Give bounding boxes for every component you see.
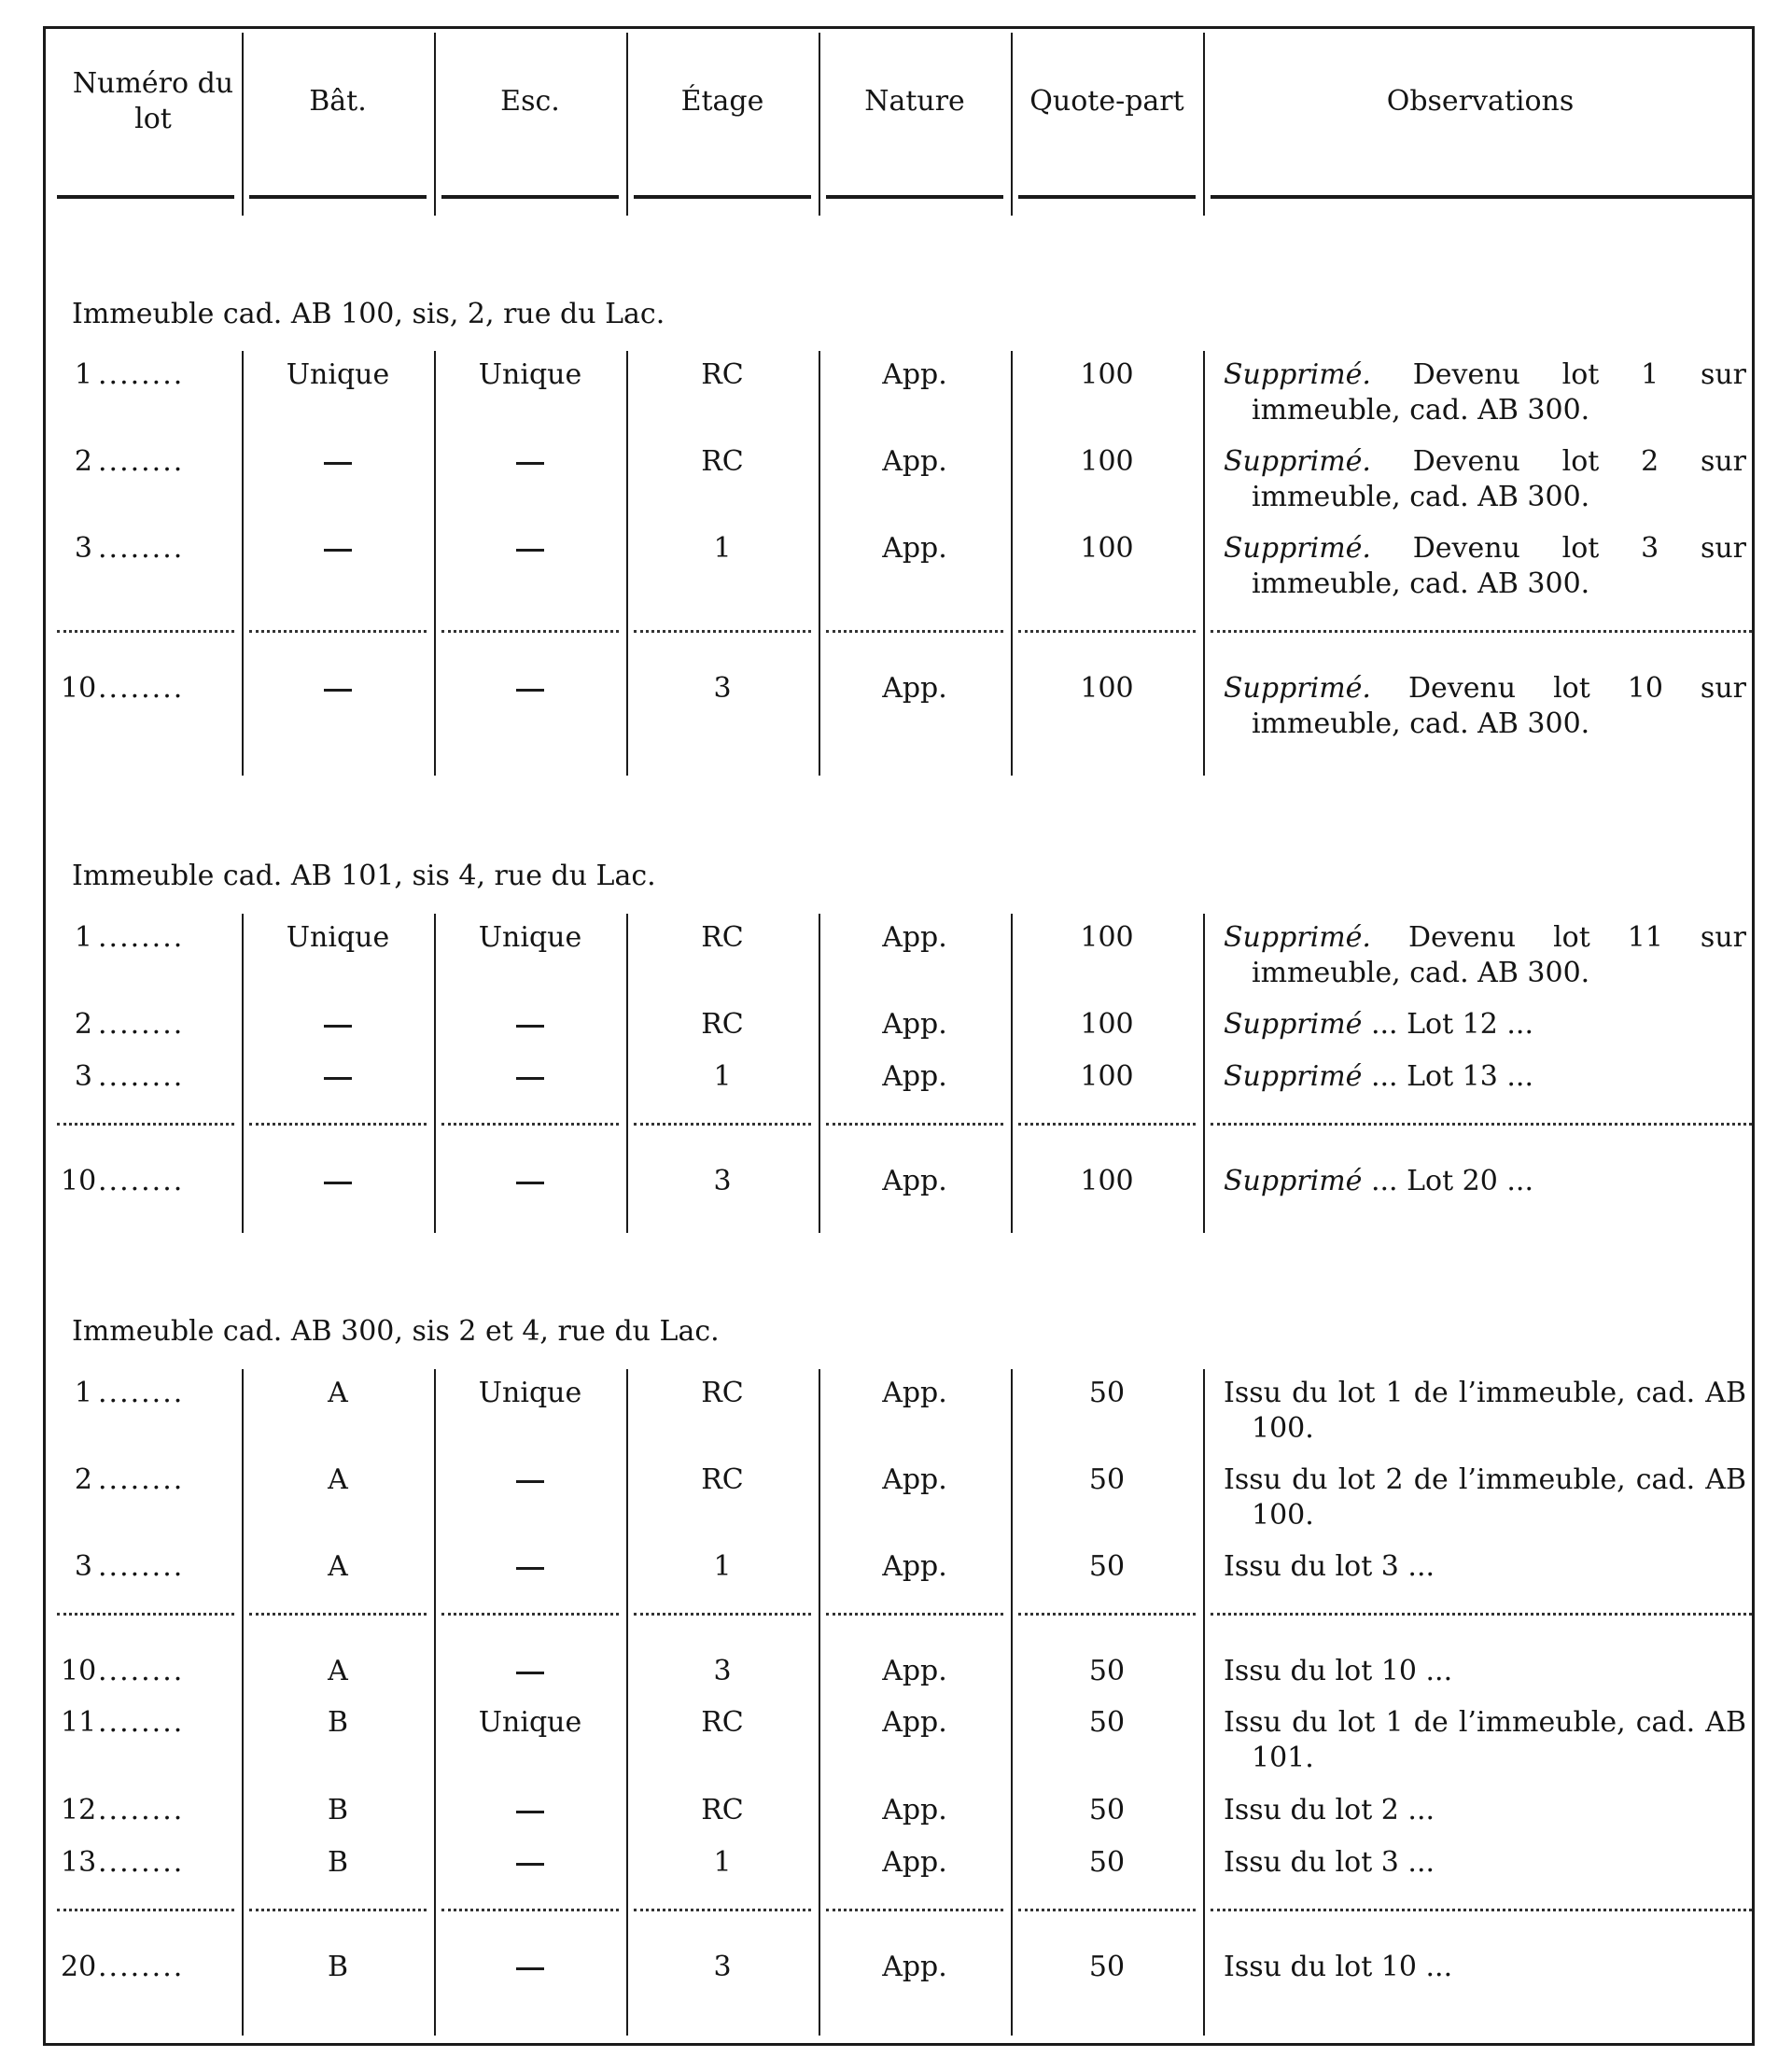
- ditto-dash: [516, 462, 544, 465]
- header-rule-bat: [249, 195, 427, 199]
- cell-bat: [242, 1059, 434, 1095]
- cell-esc: [434, 1164, 626, 1199]
- cell-bat: [242, 1007, 434, 1042]
- cell-observations: Supprimé. Devenu lot 10 sur immeuble, cad. AB 300.: [1224, 672, 1746, 740]
- cell-bat: B: [327, 1706, 349, 1739]
- cell-etage: RC: [701, 1008, 744, 1041]
- dotted-separator: [634, 1909, 811, 1911]
- cell-nature: App.: [882, 1951, 947, 1983]
- leader-dots: ........: [98, 532, 185, 565]
- header-lot: Numéro du lot: [72, 67, 234, 135]
- cell-etage: RC: [701, 1463, 744, 1496]
- cell-nature: App.: [882, 1794, 947, 1826]
- dotted-separator: [441, 1909, 619, 1911]
- lot-number: [61, 1845, 184, 1881]
- dotted-separator: [826, 630, 1003, 633]
- cell-nature: App.: [882, 1463, 947, 1496]
- leader-dots: ........: [98, 1706, 185, 1739]
- dotted-separator: [1211, 1123, 1752, 1126]
- cell-esc: Unique: [478, 921, 582, 954]
- cell-observations: Issu du lot 10 ...: [1224, 1951, 1453, 1983]
- header-bat: Bât.: [309, 85, 367, 118]
- dotted-separator: [57, 1613, 234, 1616]
- dotted-separator: [826, 1909, 1003, 1911]
- lot-number-value: 1: [74, 921, 92, 954]
- lot-number-value: 10: [61, 1655, 97, 1687]
- leader-dots: ........: [98, 358, 185, 391]
- header-quote: Quote-part: [1029, 85, 1184, 118]
- lot-number: [61, 1950, 184, 1985]
- observation-emphasis: Supprimé.: [1224, 358, 1371, 391]
- cell-nature: App.: [882, 532, 947, 565]
- cell-esc: [434, 1549, 626, 1585]
- header-nature: Nature: [864, 85, 965, 118]
- lot-number: [61, 1164, 184, 1199]
- ditto-dash: [516, 1182, 544, 1184]
- section-title: Immeuble cad. AB 101, sis 4, rue du Lac.: [72, 860, 656, 892]
- cell-esc: Unique: [478, 358, 582, 391]
- leader-dots: ........: [98, 1165, 185, 1197]
- dotted-separator: [249, 1123, 427, 1126]
- leader-dots: ........: [98, 1794, 185, 1826]
- lot-number-value: 11: [61, 1706, 97, 1739]
- dotted-separator: [57, 1909, 234, 1911]
- lot-number: [61, 1705, 184, 1741]
- lot-number: [61, 531, 184, 567]
- cell-etage: RC: [701, 1794, 744, 1826]
- lot-number-value: 20: [61, 1951, 97, 1983]
- lot-number: [61, 1793, 184, 1828]
- header-column-divider: [1203, 33, 1205, 216]
- column-divider: [1203, 1369, 1205, 2036]
- column-divider: [1203, 351, 1205, 776]
- cell-nature: App.: [882, 1550, 947, 1583]
- cell-observations: Supprimé. Devenu lot 3 sur immeuble, cad. AB 300.: [1224, 532, 1746, 600]
- ditto-dash: [516, 1077, 544, 1080]
- ditto-dash: [324, 689, 352, 692]
- table-frame: [43, 26, 1755, 2046]
- header-column-divider: [434, 33, 436, 216]
- section-title: Immeuble cad. AB 100, sis, 2, rue du Lac.: [72, 298, 665, 330]
- header-rule-esc: [441, 195, 619, 199]
- cell-esc: [434, 1793, 626, 1828]
- cell-observations: Supprimé ... Lot 12 ...: [1224, 1008, 1533, 1041]
- dotted-separator: [249, 630, 427, 633]
- cell-etage: RC: [701, 1706, 744, 1739]
- cell-quote: 50: [1088, 1846, 1126, 1879]
- lot-number-value: 1: [74, 1377, 92, 1409]
- header-column-divider: [626, 33, 628, 216]
- ditto-dash: [516, 1480, 544, 1483]
- cell-esc: [434, 531, 626, 567]
- cell-bat: Unique: [286, 921, 390, 954]
- cell-etage: 1: [713, 1846, 732, 1879]
- cell-etage: RC: [701, 1377, 744, 1409]
- cell-nature: App.: [882, 358, 947, 391]
- cell-esc: [434, 1654, 626, 1689]
- lot-number-value: 3: [74, 1060, 92, 1093]
- cell-nature: App.: [882, 1165, 947, 1197]
- lot-number-value: 3: [74, 1550, 92, 1583]
- dotted-separator: [826, 1123, 1003, 1126]
- header-rule-quote: [1018, 195, 1196, 199]
- cell-etage: 1: [713, 1550, 732, 1583]
- observation-emphasis: Supprimé.: [1224, 672, 1371, 705]
- dotted-separator: [1211, 1613, 1752, 1616]
- dotted-separator: [634, 1613, 811, 1616]
- leader-dots: ........: [98, 1008, 185, 1041]
- cell-esc: [434, 1462, 626, 1498]
- cell-quote: 100: [1080, 445, 1134, 478]
- dotted-separator: [1018, 1613, 1196, 1616]
- header-rule-etage: [634, 195, 811, 199]
- dotted-separator: [441, 1613, 619, 1616]
- ditto-dash: [324, 1025, 352, 1028]
- dotted-separator: [634, 1123, 811, 1126]
- ditto-dash: [324, 549, 352, 552]
- cell-etage: 3: [713, 1165, 732, 1197]
- dotted-separator: [826, 1613, 1003, 1616]
- lot-number-value: 2: [74, 1463, 92, 1496]
- cell-observations: Issu du lot 2 de l’immeuble, cad. AB 100.: [1224, 1463, 1746, 1532]
- cell-observations: Issu du lot 3 ...: [1224, 1846, 1435, 1879]
- cell-nature: App.: [882, 445, 947, 478]
- cell-quote: 50: [1088, 1655, 1126, 1687]
- ditto-dash: [516, 549, 544, 552]
- cell-quote: 100: [1080, 532, 1134, 565]
- cell-bat: A: [328, 1463, 348, 1496]
- cell-bat: [242, 444, 434, 480]
- cell-bat: [242, 1164, 434, 1199]
- cell-etage: RC: [701, 445, 744, 478]
- cell-quote: 50: [1088, 1550, 1126, 1583]
- dotted-separator: [1211, 630, 1752, 633]
- leader-dots: ........: [98, 921, 185, 954]
- cell-nature: App.: [882, 1655, 947, 1687]
- ditto-dash: [516, 1025, 544, 1028]
- observation-emphasis: Supprimé.: [1224, 532, 1371, 565]
- header-observations: Observations: [1386, 85, 1575, 118]
- lot-number: [61, 1007, 184, 1042]
- dotted-separator: [1211, 1909, 1752, 1911]
- cell-nature: App.: [882, 1846, 947, 1879]
- cell-observations: Supprimé ... Lot 13 ...: [1224, 1060, 1533, 1093]
- dotted-separator: [249, 1909, 427, 1911]
- cell-esc: Unique: [478, 1377, 582, 1409]
- leader-dots: ........: [98, 445, 185, 478]
- ditto-dash: [516, 1672, 544, 1674]
- cell-observations: Issu du lot 3 ...: [1224, 1550, 1435, 1583]
- cell-quote: 50: [1088, 1794, 1126, 1826]
- observation-emphasis: Supprimé: [1224, 1165, 1363, 1197]
- cell-etage: 3: [713, 1655, 732, 1687]
- ditto-dash: [516, 689, 544, 692]
- cell-observations: Issu du lot 10 ...: [1224, 1655, 1453, 1687]
- cell-nature: App.: [882, 1706, 947, 1739]
- dotted-separator: [57, 1123, 234, 1126]
- observation-emphasis: Supprimé: [1224, 1060, 1363, 1093]
- dotted-separator: [1018, 1123, 1196, 1126]
- cell-nature: App.: [882, 921, 947, 954]
- header-rule-lot: [57, 195, 234, 199]
- ditto-dash: [516, 1863, 544, 1866]
- ditto-dash: [516, 1967, 544, 1970]
- lot-number: [61, 1654, 184, 1689]
- cell-etage: 3: [713, 1951, 732, 1983]
- header-column-divider: [1011, 33, 1013, 216]
- cell-observations: Supprimé ... Lot 20 ...: [1224, 1165, 1533, 1197]
- lot-number-value: 13: [61, 1846, 97, 1879]
- header-etage: Étage: [680, 85, 764, 118]
- cell-observations: Issu du lot 2 ...: [1224, 1794, 1435, 1826]
- cell-esc: [434, 1059, 626, 1095]
- ditto-dash: [516, 1811, 544, 1813]
- cell-quote: 100: [1080, 921, 1134, 954]
- ditto-dash: [324, 462, 352, 465]
- dotted-separator: [1018, 1909, 1196, 1911]
- cell-etage: RC: [701, 358, 744, 391]
- header-esc: Esc.: [500, 85, 560, 118]
- leader-dots: ........: [98, 1463, 185, 1496]
- lot-number: [61, 1549, 184, 1585]
- section-title: Immeuble cad. AB 300, sis 2 et 4, rue du Lac.: [72, 1315, 720, 1348]
- cell-etage: 1: [713, 1060, 732, 1093]
- lot-number: [61, 671, 184, 707]
- leader-dots: ........: [98, 672, 185, 705]
- ditto-dash: [324, 1182, 352, 1184]
- ditto-dash: [516, 1567, 544, 1570]
- cell-nature: App.: [882, 1060, 947, 1093]
- cell-bat: A: [328, 1655, 348, 1687]
- cell-nature: App.: [882, 1377, 947, 1409]
- cell-esc: [434, 1007, 626, 1042]
- cell-quote: 100: [1080, 1060, 1134, 1093]
- lot-number: [61, 1376, 184, 1411]
- lot-number-value: 3: [74, 532, 92, 565]
- cell-quote: 100: [1080, 672, 1134, 705]
- column-divider: [1203, 914, 1205, 1233]
- cell-etage: RC: [701, 921, 744, 954]
- cell-quote: 50: [1088, 1377, 1126, 1409]
- leader-dots: ........: [98, 1377, 185, 1409]
- lot-number: [61, 1462, 184, 1498]
- dotted-separator: [57, 630, 234, 633]
- cell-quote: 50: [1088, 1951, 1126, 1983]
- cell-esc: [434, 1950, 626, 1985]
- dotted-separator: [441, 1123, 619, 1126]
- cell-quote: 100: [1080, 1165, 1134, 1197]
- cell-quote: 50: [1088, 1706, 1126, 1739]
- cell-bat: B: [327, 1846, 349, 1879]
- cell-quote: 100: [1080, 358, 1134, 391]
- header-column-divider: [242, 33, 244, 216]
- lot-number: [61, 1059, 184, 1095]
- leader-dots: ........: [98, 1951, 185, 1983]
- cell-bat: [242, 671, 434, 707]
- cell-observations: Supprimé. Devenu lot 2 sur immeuble, cad. AB 300.: [1224, 445, 1746, 513]
- cell-esc: [434, 671, 626, 707]
- leader-dots: ........: [98, 1550, 185, 1583]
- cell-quote: 100: [1080, 1008, 1134, 1041]
- dotted-separator: [249, 1613, 427, 1616]
- header-column-divider: [819, 33, 820, 216]
- cell-observations: Supprimé. Devenu lot 11 sur immeuble, cad. AB 300.: [1224, 921, 1746, 989]
- cell-bat: Unique: [286, 358, 390, 391]
- cell-etage: 3: [713, 672, 732, 705]
- cell-esc: [434, 444, 626, 480]
- lot-number-value: 10: [61, 672, 97, 705]
- cell-esc: Unique: [478, 1706, 582, 1739]
- cell-observations: Issu du lot 1 de l’immeuble, cad. AB 101.: [1224, 1706, 1746, 1774]
- leader-dots: ........: [98, 1846, 185, 1879]
- header-rule-nature: [826, 195, 1003, 199]
- cell-esc: [434, 1845, 626, 1881]
- lot-number-value: 10: [61, 1165, 97, 1197]
- lot-number: [61, 920, 184, 956]
- cell-nature: App.: [882, 672, 947, 705]
- header-rule-observations: [1211, 195, 1752, 199]
- cell-bat: A: [328, 1550, 348, 1583]
- lot-number: [61, 357, 184, 393]
- dotted-separator: [441, 630, 619, 633]
- cell-observations: Supprimé. Devenu lot 1 sur immeuble, cad. AB 300.: [1224, 358, 1746, 427]
- lot-number-value: 1: [74, 358, 92, 391]
- cell-quote: 50: [1088, 1463, 1126, 1496]
- cell-bat: B: [327, 1794, 349, 1826]
- observation-emphasis: Supprimé: [1224, 1008, 1363, 1041]
- observation-emphasis: Supprimé.: [1224, 921, 1371, 954]
- cell-bat: [242, 531, 434, 567]
- cell-bat: A: [328, 1377, 348, 1409]
- cell-bat: B: [327, 1951, 349, 1983]
- dotted-separator: [634, 630, 811, 633]
- cell-observations: Issu du lot 1 de l’immeuble, cad. AB 100.: [1224, 1377, 1746, 1445]
- leader-dots: ........: [98, 1060, 185, 1093]
- dotted-separator: [1018, 630, 1196, 633]
- cell-etage: 1: [713, 532, 732, 565]
- lot-number-value: 2: [74, 1008, 92, 1041]
- lot-number-value: 2: [74, 445, 92, 478]
- observation-emphasis: Supprimé.: [1224, 445, 1371, 478]
- lot-number-value: 12: [61, 1794, 97, 1826]
- ditto-dash: [324, 1077, 352, 1080]
- leader-dots: ........: [98, 1655, 185, 1687]
- cell-nature: App.: [882, 1008, 947, 1041]
- lot-number: [61, 444, 184, 480]
